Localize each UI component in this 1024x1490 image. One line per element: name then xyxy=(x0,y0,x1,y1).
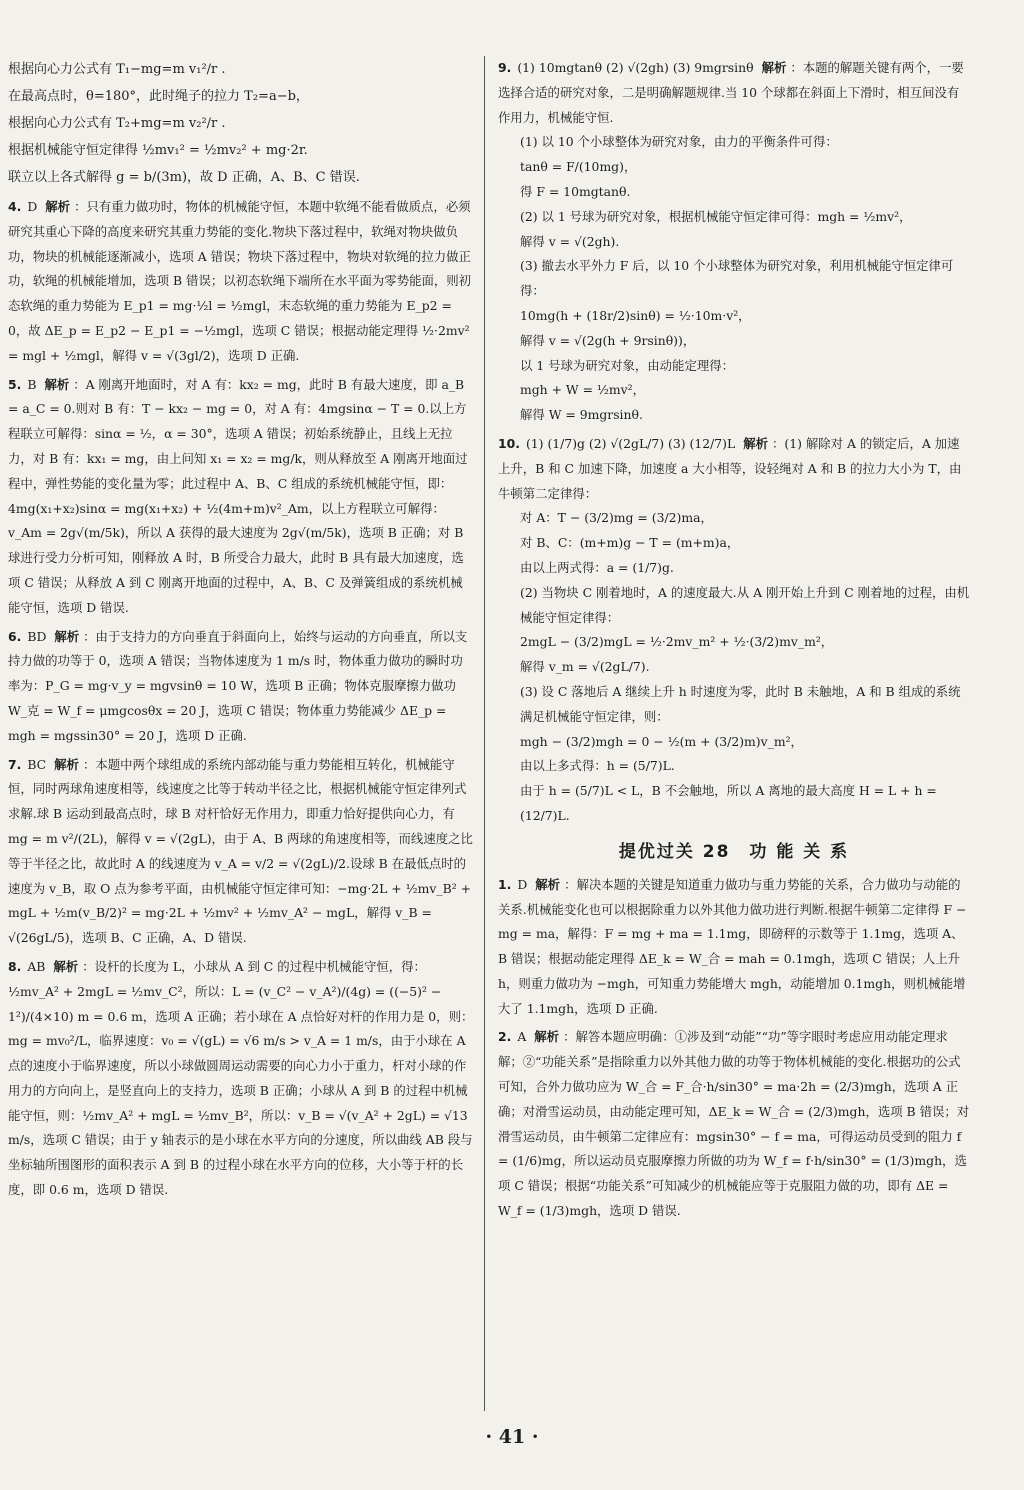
solution-line: 解得 v_m = √(2gL/7). xyxy=(520,659,650,675)
item-answer: BD xyxy=(27,628,47,644)
item-number: 9. xyxy=(498,60,512,75)
solution-line: (2) 当物块 C 刚着地时，A 的速度最大.从 A 刚开始上升到 C 刚着地的过程，由机械能守恒定律得： xyxy=(520,584,970,625)
item-text: ：解决本题的关键是知道重力做功与重力势能的关系，合力做功与动能的关系.机械能变化也可以根据除重力以外其他力做功进行判断.根据牛顿第二定律得 F − mg = ma，解得：F = mg + ma = 1.1mg，即磅秤的示数等于 1.1mg，选项 A、B 错误；根据动能定理得 ΔE_k = W_合 = mah = 0.1mgh，选项 C 错误；人上升 h，则重力做功为 −mgh，可知重力势能增大 mgh，动能增加 0.1mgh，则机械能增大了 1.1mgh，选项 D 正确. xyxy=(498,876,967,1016)
solution-lines xyxy=(498,130,970,428)
item-number: 6. xyxy=(8,628,22,644)
item-text: ：(1) 解除对 A 的锁定后，A 加速上升，B 和 C 加速下降，加速度 a 大小相等，设轻绳对 A 和 B 的拉力大小为 T，由牛顿第二定律得： xyxy=(498,435,962,501)
item-number: 10. xyxy=(498,435,520,451)
column-divider xyxy=(484,56,485,1411)
item-answer: (1) 10mgtanθ (2) √(2gh) (3) 9mgrsinθ xyxy=(517,60,754,75)
item-number: 2. xyxy=(498,1029,512,1045)
item-number: 1. xyxy=(498,876,512,892)
answer-item xyxy=(8,625,474,749)
item-answer: B xyxy=(27,376,37,392)
solution-line: tanθ = F/(10mg)， xyxy=(520,159,637,175)
intro-line: 在最高点时，θ=180°，此时绳子的拉力 T₂=a−b， xyxy=(8,89,309,104)
solution-line: (3) 撤去水平外力 F 后，以 10 个小球整体为研究对象，利用机械能守恒定律可得： xyxy=(520,258,954,299)
solution-line: 由于 h = (5/7)L < L，B 不会触地，所以 A 离地的最大高度 H = L + h = (12/7)L. xyxy=(520,783,937,823)
solution-line: 10mg(h + (18r/2)sinθ) = ½·10m·v²， xyxy=(520,307,751,323)
answer-item xyxy=(498,432,970,506)
answer-item xyxy=(498,56,970,130)
item-text: ：由于支持力的方向垂直于斜面向上，始终与运动的方向垂直，所以支持力做的功等于 0，选项 A 错误；当物体速度为 1 m/s 时，物体重力做功的瞬时功率为：P_G = mg·v_y = mgvsinθ = 10 W，选项 B 正确；物体克服摩擦力做功 W_克 = W_f = μmgcosθx = 20 J，选项 C 错误；物体重力势能减少 ΔE_p = mgh = mgssin30° = 20 J，选项 D 正确. xyxy=(8,628,468,743)
left-column xyxy=(8,56,474,1410)
item-answer: D xyxy=(517,876,528,892)
item-answer: D xyxy=(27,199,38,214)
solution-line: (1) 以 10 个小球整体为研究对象，由力的平衡条件可得： xyxy=(520,134,838,150)
solution-line: (2) 以 1 号球为研究对象，根据机械能守恒定律可得：mgh = ½mv²， xyxy=(520,208,912,224)
analysis-label: 解析 xyxy=(54,756,79,772)
analysis-label: 解析 xyxy=(535,876,561,892)
solution-line: 得 F = 10mgtanθ. xyxy=(520,183,631,199)
analysis-label: 解析 xyxy=(44,376,70,392)
item-answer: AB xyxy=(27,958,46,974)
item-text: ：本题的解题关键有两个，一要选择合适的研究对象，二是明确解题规律.当 10 个球都在斜面上下滑时，相互间没有作用力，机械能守恒. xyxy=(498,60,964,125)
item-answer: (1) (1/7)g (2) √(2gL/7) (3) (12/7)L xyxy=(525,435,736,451)
solution-line: 解得 v = √(2g(h + 9rsinθ))， xyxy=(520,332,696,348)
analysis-label: 解析 xyxy=(54,628,80,644)
solution-line: mgh + W = ½mv²， xyxy=(520,382,646,398)
item-number: 5. xyxy=(8,376,22,392)
answer-item xyxy=(498,873,970,1022)
solution-lines xyxy=(498,506,970,828)
item-answer: BC xyxy=(27,756,47,772)
intro-line: 根据向心力公式有 T₁−mg=m v₁²/r . xyxy=(8,62,226,77)
intro-line: 根据机械能守恒定律得 ½mv₁² = ½mv₂² + mg·2r. xyxy=(8,143,308,158)
solution-line: 由以上多式得：h = (5/7)L. xyxy=(520,758,675,774)
analysis-label: 解析 xyxy=(534,1029,560,1045)
item-text: ：设杆的长度为 L，小球从 A 到 C 的过程中机械能守恒，得：½mv_A² + 2mgL = ½mv_C²，所以：L = (v_C² − v_A²)/(4g) = ((−5)² − 1²)/(4×10) m = 0.6 m，选项 A 正确；若小球在 A 点恰好对杆的作用力是 0，则：mg = mv₀²/L，临界速度：v₀ = √(gL) = √6 m/s > v_A = 1 m/s，由于小球在 A 点的速度小于临界速度，所以小球做圆周运动需要的向心力小于重力，杆对小球的作用力的方向向上，是竖直向上的支持力，选项 B 正确；小球从 A 到 B 的过程中机械能守恒，则：½mv_A² + mgL = ½mv_B²，所以：v_B = √(v_A² + 2gL) = √13 m/s，选项 C 错误；由于 y 轴表示的是小球在水平方向的分速度，所以曲线 AB 段与坐标轴所围图形的面积表示 A 到 B 的过程小球在水平方向的位移，大小等于杆的长度，即 0.6 m，选项 D 错误. xyxy=(8,958,474,1198)
answer-item xyxy=(8,195,474,369)
item-text: ：本题中两个球组成的系统内部动能与重力势能相互转化，机械能守恒，同时两球角速度相等，线速度之比等于转动半径之比，根据机械能守恒定律列式求解.球 B 运动到最高点时，球 B 对杆恰好无作用力，即重力恰好提供向心力，有 mg = m v²/(2L)，解得 v = √(2gL)，由于 A、B 两球的角速度相等，而线速度之比等于半径之比，故此时 A 的线速度为 v_A = v/2 = √(2gL)/2.设球 B 在最低点时的速度为 v_B，取 O 点为参考平面，由机械能守恒定律可知：−mg·2L + ½mv_B² + mgL + ½m(v_B/2)² = mg·2L + ½mv² + ½mv_A² − mgL，解得 v_B = √(26gL/5)，选项 B、C 正确，A、D 错误. xyxy=(8,756,473,946)
item-number: 7. xyxy=(8,756,22,772)
right-column xyxy=(498,56,970,1410)
item-number: 4. xyxy=(8,199,22,214)
solution-line: 对 A：T − (3/2)mg = (3/2)ma， xyxy=(520,510,713,526)
analysis-label: 解析 xyxy=(53,958,79,974)
solution-line: mgh − (3/2)mgh = 0 − ½(m + (3/2)m)v_m²， xyxy=(520,733,803,749)
item-number: 8. xyxy=(8,958,22,974)
solution-line: 解得 v = √(2gh). xyxy=(520,233,620,249)
item-text: ：A 刚离开地面时，对 A 有：kx₂ = mg，此时 B 有最大速度，即 a_B = a_C = 0.则对 B 有：T − kx₂ − mg = 0，对 A 有：4mgsinα − T = 0.以上方程联立可解得：sinα = ½，α = 30°，选项 A 错误；初始系统静止，且线上无拉力，对 B 有：kx₁ = mg，由上问知 x₁ = x₂ = mg/k，则从释放至 A 刚离开地面过程中，弹性势能的变化量为零；此过程中 A、B、C 组成的系统机械能守恒，即：4mg(x₁+x₂)sinα = mg(x₁+x₂) + ½(4m+m)v²_Am，以上方程联立可解得：v_Am = 2g√(m/5k)，所以 A 获得的最大速度为 2g√(m/5k)，选项 B 正确；对 B 球进行受力分析可知，刚释放 A 时，B 所受合力最大，此时 B 具有最大加速度，选项 C 错误；从释放 A 到 C 刚离开地面的过程中，A、B、C 及弹簧组成的系统机械能守恒，选项 D 错误. xyxy=(8,376,468,615)
solution-line: 解得 W = 9mgrsinθ. xyxy=(520,407,643,423)
solution-line: 由以上两式得：a = (1/7)g. xyxy=(520,559,674,575)
analysis-label: 解析 xyxy=(45,199,71,214)
analysis-label: 解析 xyxy=(761,60,787,75)
solution-line: 对 B、C：(m+m)g − T = (m+m)a， xyxy=(520,535,740,551)
answer-item xyxy=(8,373,474,621)
intro-line: 联立以上各式解得 g = b/(3m)，故 D 正确，A、B、C 错误. xyxy=(8,170,360,185)
solution-line: 2mgL − (3/2)mgL = ½·2mv_m² + ½·(3/2)mv_m²， xyxy=(520,634,834,650)
answer-item xyxy=(8,955,474,1203)
intro-line: 根据向心力公式有 T₂+mg=m v₂²/r . xyxy=(8,116,226,131)
solution-line: (3) 设 C 落地后 A 继续上升 h 时速度为零，此时 B 未触地，A 和 B 组成的系统满足机械能守恒定律，则： xyxy=(520,683,961,724)
analysis-label: 解析 xyxy=(743,435,769,451)
section-title: 提优过关 28 功 能 关 系 xyxy=(618,841,850,862)
solution-line: 以 1 号球为研究对象，由动能定理得： xyxy=(520,357,735,373)
answer-item xyxy=(498,1025,970,1223)
item-text: ：只有重力做功时，物体的机械能守恒，本题中软绳不能看做质点，必须研究其重心下降的高度来研究其重力势能的变化.物块下落过程中，软绳对物块做负功，物块的机械能逐渐减小，选项 A 错误；物块下落过程中，物块对软绳的拉力做正功，软绳的机械能增加，选项 B 错误；以初态软绳下端所在水平面为零势能面，则初态软绳的重力势能为 E_p1 = mg·½l = ½mgl，末态软绳的重力势能为 E_p2 = 0，故 ΔE_p = E_p2 − E_p1 = −½mgl，选项 C 错误；根据动能定理得 ½·2mv² = mgl + ½mgl，解得 v = √(3gl/2)，选项 D 正确. xyxy=(8,199,472,363)
item-text: ：解答本题应明确：①涉及到“动能”“功”等字眼时考虑应用动能定理求解；②“功能关系”是指除重力以外其他力做的功等于物体机械能的变化.根据功的公式可知，合外力做功应为 W_合 = F_合·h/sin30° = ma·2h = (2/3)mgh，选项 A 正确；对滑雪运动员，由动能定理可知，ΔE_k = W_合 = (2/3)mgh，选项 B 错误；对滑雪运动员，由牛顿第二定律应有：mgsin30° − f = ma，可得运动员受到的阻力 f = (1/6)mg，所以运动员克服摩擦力所做的功为 W_f = f·h/sin30° = (1/3)mgh，选项 C 错误；根据“功能关系”可知减少的机械能应等于克服阻力做的功，即有 ΔE = W_f = (1/3)mgh，选项 D 错误. xyxy=(498,1029,970,1219)
item-answer: A xyxy=(517,1029,527,1045)
page-number: · 41 · xyxy=(485,1426,539,1448)
answer-item xyxy=(8,753,474,951)
